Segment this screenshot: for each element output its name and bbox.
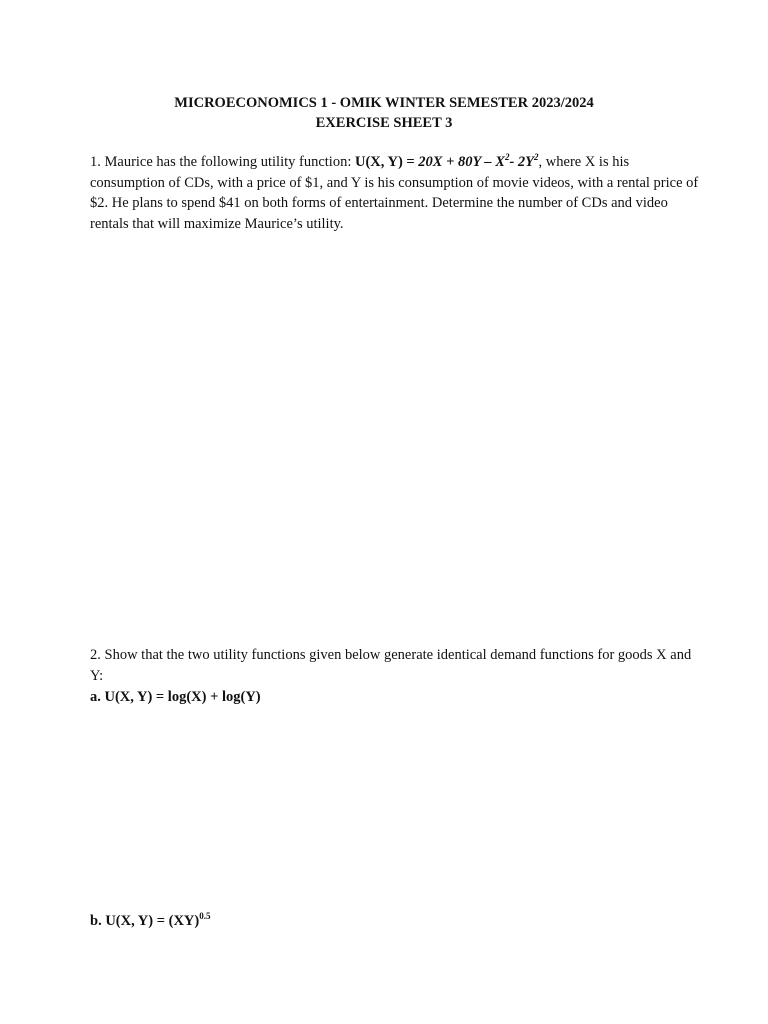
question-2-part-b-base: b. U(X, Y) = (XY)	[90, 913, 200, 929]
question-2-part-b	[90, 911, 210, 931]
question-2-part-a: a. U(X, Y) = log(X) + log(Y)	[90, 689, 261, 705]
question-1-body: , where X is his consumption of CDs, with a price of $1, and Y is his consumption of movie videos, with a rental price of $2. He plans to spend $41 on both forms of entertainment. Determine the number of CDs and video rentals that will maximize Maurice’s utility.	[90, 154, 699, 232]
question-1-intro: 1. Maurice has the following utility function:	[90, 154, 355, 170]
question-2-intro: 2. Show that the two utility functions given below generate identical demand functions for goods X and Y:	[90, 647, 692, 684]
sheet-title: MICROECONOMICS 1 - OMIK WINTER SEMESTER 2023/2024	[174, 95, 594, 111]
question-2-part-b-exponent: 0.5	[199, 911, 211, 921]
question-1	[90, 152, 700, 234]
question-1-exponent-1: 2	[504, 152, 510, 162]
question-1-function-lhs: U(X, Y) =	[354, 154, 419, 170]
question-1-function-term-1: 20X + 80Y – X	[418, 154, 505, 170]
question-1-function-term-2: - 2Y	[509, 154, 535, 170]
sheet-subtitle: EXERCISE SHEET 3	[315, 115, 453, 131]
question-1-exponent-2: 2	[534, 152, 539, 162]
